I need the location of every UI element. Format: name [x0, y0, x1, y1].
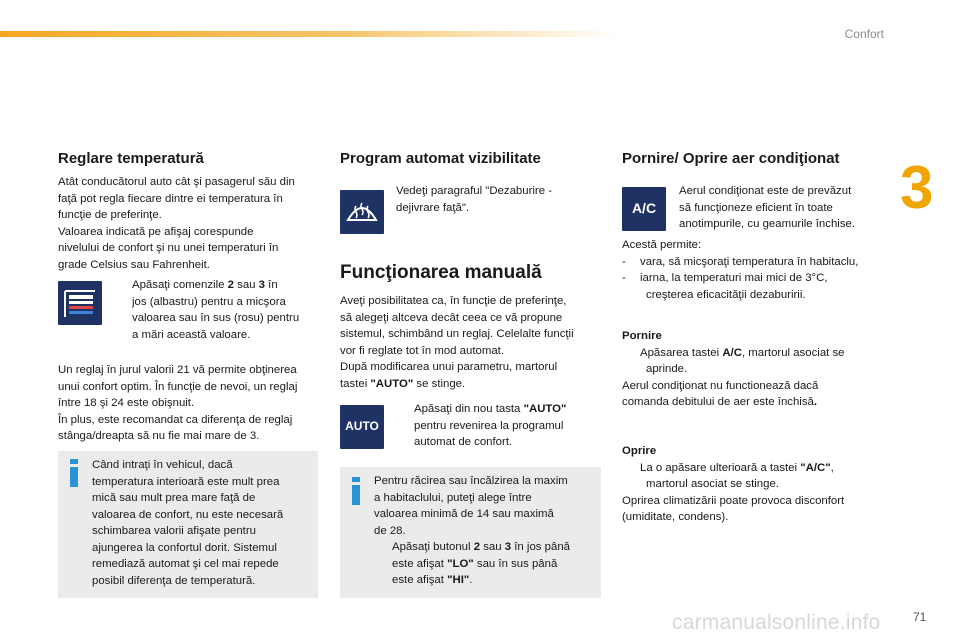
page-number: 71: [913, 610, 927, 624]
temperature-step: Apăsaţi comenzile 2 sau 3 în jos (albastru) pentru a micşora valoarea sau în sus (rosu) pentru a mări această valoare.: [132, 279, 300, 341]
auto-button-icon: AUTO: [340, 405, 384, 449]
ac-benefits: Acestă permite: - vara, să micşoraţi temperatura în habitaclu, - iarna, la temperaturi mai mici de 3°C, creşterea eficacităţii dezaburirii.: [622, 239, 859, 301]
defrost-icon: [340, 190, 384, 234]
info-box-max-climate: [340, 467, 601, 598]
temperature-recommendation: Un reglaj în jurul valorii 21 vă permite obţinerea unui confort optim. În funcţie de nevoi, un reglaj între 18 şi 24 este obişnuit. În plus, este recomandat ca diferenţa de reglaj stânga/dreapta să nu fie mai mare de 3.: [58, 364, 298, 442]
temperature-intro: Atât conducătorul auto cât şi pasagerul său din faţă pot regla fiecare dintre ei temperatura în funcţie de preferinţe. Valoarea indicată pe afişaj corespunde nivelului de confort şi nu unei temperaturi în grade Celsius sau Fahrenheit.: [58, 176, 295, 271]
info-text: Pentru răcirea sau încălzirea la maxim a habitaclului, puteţi alege între valoarea minimă de 14 sau maximă de 28. Apăsaţi butonul 2 sau 3 în jos până este afişat "LO" sau în sus până este afişat "HI".: [374, 475, 570, 586]
watermark: carmanualsonline.info: [672, 611, 881, 634]
chapter-number: 3: [900, 154, 934, 221]
info-text: Când intraţi în vehicul, dacă temperatura interioară este mult prea mică sau mult prea mare faţă de valoarea de confort, nu este necesară schimbarea valorii afişate pentru ajungerea la confortul dorit. Sistemul remediază automat şi cel mai repede posibil diferenţa de temperatură.: [92, 459, 284, 587]
header-accent-bar: [0, 31, 620, 37]
section-name: Confort: [844, 27, 884, 41]
ac-description: Aerul condiţionat este de prevăzut să funcţioneze eficient în toate anotimpurile, cu geamurile închise.: [679, 185, 856, 230]
temperature-control-icon: [58, 281, 102, 325]
ac-off-heading: Oprire: [622, 445, 657, 457]
ac-off-section: Oprire La o apăsare ulterioară a tastei "A/C", martorul asociat se stinge. Oprirea climatizării poate provoca disconfort (umiditate, condens).: [622, 445, 845, 523]
info-box-temperature: [58, 451, 318, 598]
ac-on-section: Pornire Apăsarea tastei A/C, martorul asociat se aprinde. Aerul condiţionat nu functionează dacă comanda debitului de aer este închisă.: [622, 330, 845, 408]
auto-step: Apăsaţi din nou tasta "AUTO" pentru revenirea la programul automat de confort.: [414, 403, 567, 448]
ac-on-heading: Pornire: [622, 330, 662, 342]
heading-auto-visibility: Program automat vizibilitate: [340, 150, 541, 167]
manual-operation-text: Aveţi posibilitatea ca, în funcţie de preferinţe, să alegeţi altceva decât ceea ce vă propune sistemul, schimbând un reglaj. Celelalte funcţii vor fi reglate tot în mod automat. După modificarea unui parametru, martorul tastei "AUTO" se stinge.: [340, 295, 574, 390]
heading-manual-operation: Funcţionarea manuală: [340, 262, 542, 283]
ac-button-icon: A/C: [622, 187, 666, 231]
heading-temperature-adjust: Reglare temperatură: [58, 150, 204, 167]
visibility-reference: Vedeţi paragraful "Dezaburire - dejivrare faţă".: [396, 185, 553, 214]
heading-ac-on-off: Pornire/ Oprire aer condiţionat: [622, 150, 840, 167]
